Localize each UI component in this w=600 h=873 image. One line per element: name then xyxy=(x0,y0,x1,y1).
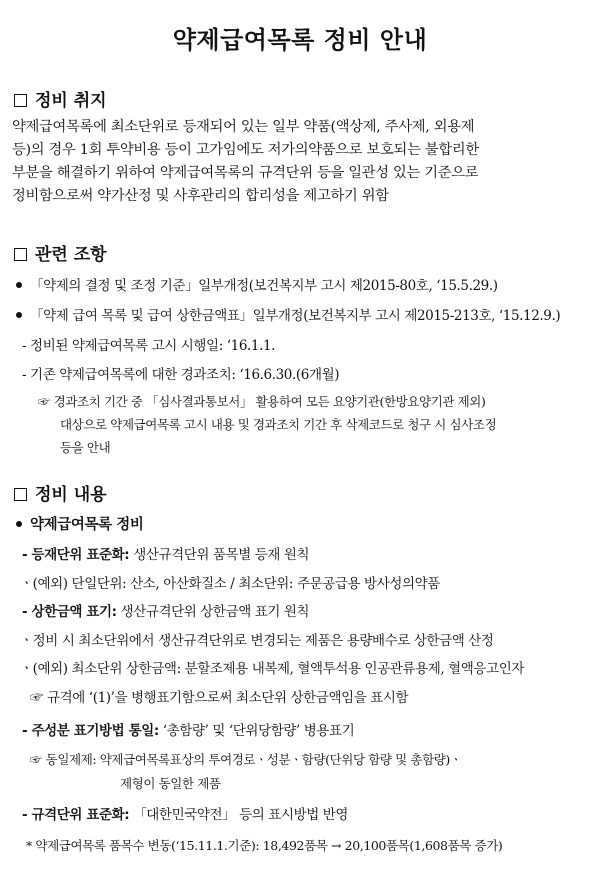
content-item-1 xyxy=(22,543,309,563)
item-text: 「대한민국약전」 등의 표시방법 반영 xyxy=(129,807,349,823)
related-note-line: 등을 안내 xyxy=(60,440,111,455)
content-item-4 xyxy=(22,803,348,823)
related-note-line: ☞ 경과조치 기간 중 「심사결과통보서」 활용하여 모든 요양기관(한방요양기관 제외) xyxy=(38,394,486,409)
content-item-3-note: 제형이 동일한 제품 xyxy=(120,776,221,791)
page-title: 약제급여목록 정비 안내 xyxy=(172,26,428,54)
square-bullet-icon xyxy=(14,94,27,107)
content-item-2-sub: ㆍ정비 시 최소단위에서 생산규격단위로 변경되는 제품은 용량배수로 상한금액 산정 xyxy=(20,633,494,649)
item-heading: - 규격단위 표준화: xyxy=(22,807,130,823)
related-note-line: 대상으로 약제급여목록 고시 내용 및 경과조치 기간 후 삭제코드로 청구 시 심사조정 xyxy=(60,417,497,432)
content-item-1-sub: ㆍ(예외) 단일단위: 산소, 아산화질소 / 최소단위: 주문공급용 방사성의약품 xyxy=(20,576,440,592)
section-heading-content xyxy=(14,480,107,505)
square-bullet-icon xyxy=(14,488,27,501)
purpose-line: 정비함으로써 약가산정 및 사후관리의 합리성을 제고하기 위함 xyxy=(12,188,389,204)
footnote: * 약제급여목록 품목수 변동(‘15.11.1.기준): 18,492품목 → 20,100품목(1,608품목 증가) xyxy=(26,838,503,853)
content-item-3 xyxy=(22,719,354,739)
content-bullet-text: 약제급여목록 정비 xyxy=(30,517,144,533)
section-heading-related xyxy=(14,240,107,265)
related-bullet-2 xyxy=(16,304,560,324)
content-item-3-note: ☞ 동일제제: 약제급여목록표상의 투여경로ㆍ성분ㆍ함량(단위당 함량 및 총함량)ㆍ xyxy=(30,752,462,767)
section-heading-text: 정비 내용 xyxy=(35,485,107,505)
item-text: ‘총함량’ 및 ‘단위당함량’ 병용표기 xyxy=(158,723,355,739)
item-text: 생산규격단위 상한금액 표기 원칙 xyxy=(116,604,310,620)
content-item-2-note: ☞ 규격에 ‘(1)’을 병행표기함으로써 최소단위 상한금액임을 표시함 xyxy=(30,690,409,706)
related-bullet-text: 「약제 급여 목록 및 급여 상한금액표」일부개정(보건복지부 고시 제2015-213호, ‘15.12.9.) xyxy=(30,308,561,324)
section-heading-text: 관련 조항 xyxy=(35,245,107,265)
related-bullet-1 xyxy=(16,274,498,294)
related-dash-2: - 기존 약제급여목록에 대한 경과조치: ‘16.6.30.(6개월) xyxy=(22,367,340,383)
bullet-dot-icon xyxy=(16,521,22,527)
item-heading: - 상한금액 표기: xyxy=(22,604,117,620)
purpose-line: 등)의 경우 1회 투약비용 등이 고가임에도 저가의약품으로 보호되는 불합리한 xyxy=(12,142,479,158)
item-heading: - 주성분 표기방법 통일: xyxy=(22,723,159,739)
section-heading-text: 정비 취지 xyxy=(35,91,107,111)
bullet-dot-icon xyxy=(16,282,22,288)
section-heading-purpose xyxy=(14,86,107,111)
item-text: 생산규격단위 품목별 등재 원칙 xyxy=(129,547,310,563)
purpose-line: 약제급여목록에 최소단위로 등재되어 있는 일부 약품(액상제, 주사제, 외용제 xyxy=(12,119,475,135)
related-bullet-text: 「약제의 결정 및 조정 기준」일부개정(보건복지부 고시 제2015-80호, ‘15.5.29.) xyxy=(30,278,498,294)
content-bullet xyxy=(16,513,144,534)
purpose-line: 부분을 해결하기 위하여 약제급여목록의 규격단위 등을 일관성 있는 기준으로 xyxy=(12,165,479,181)
content-item-2-sub: ㆍ(예외) 최소단위 상한금액: 분할조제용 내복제, 혈액투석용 인공관류용제, 혈액응고인자 xyxy=(20,661,524,677)
square-bullet-icon xyxy=(14,248,27,261)
bullet-dot-icon xyxy=(16,312,22,318)
purpose-paragraph xyxy=(12,116,590,208)
item-heading: - 등재단위 표준화: xyxy=(22,547,130,563)
content-item-2 xyxy=(22,600,309,620)
related-dash-1: - 정비된 약제급여목록 고시 시행일: ‘16.1.1. xyxy=(22,338,276,354)
